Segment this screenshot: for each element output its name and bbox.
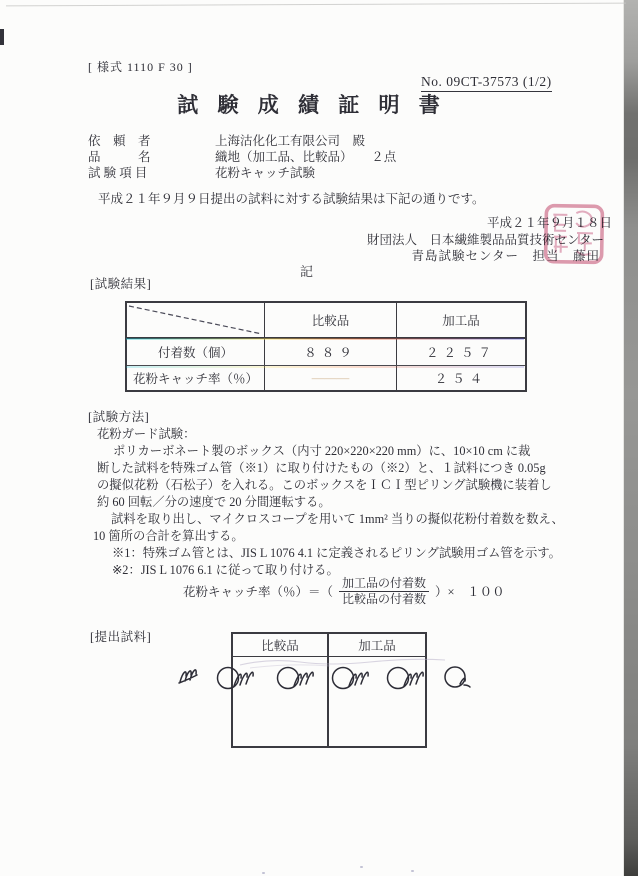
samples-section-label: [提出試料] [90,630,152,644]
product-name-label: 品 名 [88,150,151,164]
method-note: ※1：特殊ゴム管とは、JIS L 1076 4.1 に定義されるピリング試験用ゴム管を示す。 [112,546,561,560]
circled-mark [388,668,424,689]
test-item-value: 花粉キャッチ試験 [215,166,316,180]
edge-mark [0,29,4,45]
formula-denominator: 比較品の付着数 [339,591,429,607]
method-subtitle: 花粉ガード試験： [97,427,196,441]
table-row [127,339,525,366]
method-note: ※2：JIS L 1076 6.1 に従って取り付ける。 [112,563,339,577]
test-center-and-person: 青島試験センター 担当 藤田 [411,249,600,263]
test-item-label: 試 験 項 目 [88,166,148,180]
results-table-header-row [127,303,525,339]
record-mark: 記 [300,264,314,279]
formula-fraction [339,576,429,607]
method-line: 断した試料を特殊ゴム管（※1）に取り付けたもの（※2）と、１試料につき 0.05g [97,461,546,475]
formula-rhs: ）× １００ [435,585,505,599]
processed-rate: ２５４ [434,372,488,386]
circled-mark [445,667,470,687]
header-processed: 加工品 [442,314,480,328]
client-value: 上海沽化化工有限公司 殿 [215,134,366,148]
circled-mark [278,668,314,689]
comparison-rate: ――― [265,366,397,390]
samples-header-comparison: 比較品 [233,634,327,657]
intro-sentence: 平成２１年９月９日提出の試料に対する試験結果は下記の通りです。 [98,192,485,206]
scanner-edge-shadow [624,0,638,876]
diagonal-line [128,304,264,336]
processed-count: ２２５７ [425,346,496,360]
method-section-label: [試験方法] [88,410,150,424]
header-comparison: 比較品 [265,303,397,337]
method-line: ポリカーボネート製のボックス（内寸 220×220×220 mm）に、10×10 cm に裁 [113,444,531,458]
organization-name: 財団法人 日本繊維製品品質技術センター [366,233,604,247]
results-section-label: [試験結果] [90,277,152,291]
method-line: 約 60 回転／分の速度で 20 分間運転する。 [97,495,331,509]
results-table [125,301,527,392]
product-name-value: 織地（加工品、比較品） ２点 [215,150,397,164]
form-code: [ 様式 1110 F 30 ] [88,60,193,74]
formula-lhs: 花粉キャッチ率（％）＝（ [183,585,334,599]
comparison-count: ８８９ [265,339,397,365]
client-label: 依 頼 者 [88,134,151,148]
table-row [127,366,525,390]
scan-speck [411,870,414,872]
document-number: No. 09CT-37573 (1/2) [421,74,552,92]
scan-speck [262,872,265,874]
method-line: 試料を取り出し、マイクロスコープを用いて 1mm² 当りの擬似花粉付着数を数え、 [111,512,564,526]
page-title: 試 験 成 績 証 明 書 [177,93,447,117]
scan-color-fringe [126,366,524,368]
circled-mark [218,668,254,689]
handwritten-mark [179,670,197,683]
issue-date: 平成２１年９月１８日 [486,216,612,230]
row-label: 付着数（個） [127,339,265,365]
red-seal-stamp [543,203,606,266]
formula-numerator: 加工品の付着数 [342,575,427,590]
diagonal-header-cell [127,303,265,337]
circled-mark [333,668,369,689]
method-line: の擬似花粉（石松子）を入れる。このボックスをＩＣＩ型ピリング試験機に装着し [97,478,552,492]
row-label: 花粉キャッチ率（％） [127,366,265,390]
scan-speck [360,866,363,868]
paper-top-edge [6,3,626,7]
handwritten-marks [158,658,488,702]
samples-header-processed: 加工品 [329,634,425,657]
catch-rate-formula [183,572,505,610]
method-line: 10 箇所の合計を算出する。 [93,529,244,543]
scan-color-fringe [126,338,524,340]
